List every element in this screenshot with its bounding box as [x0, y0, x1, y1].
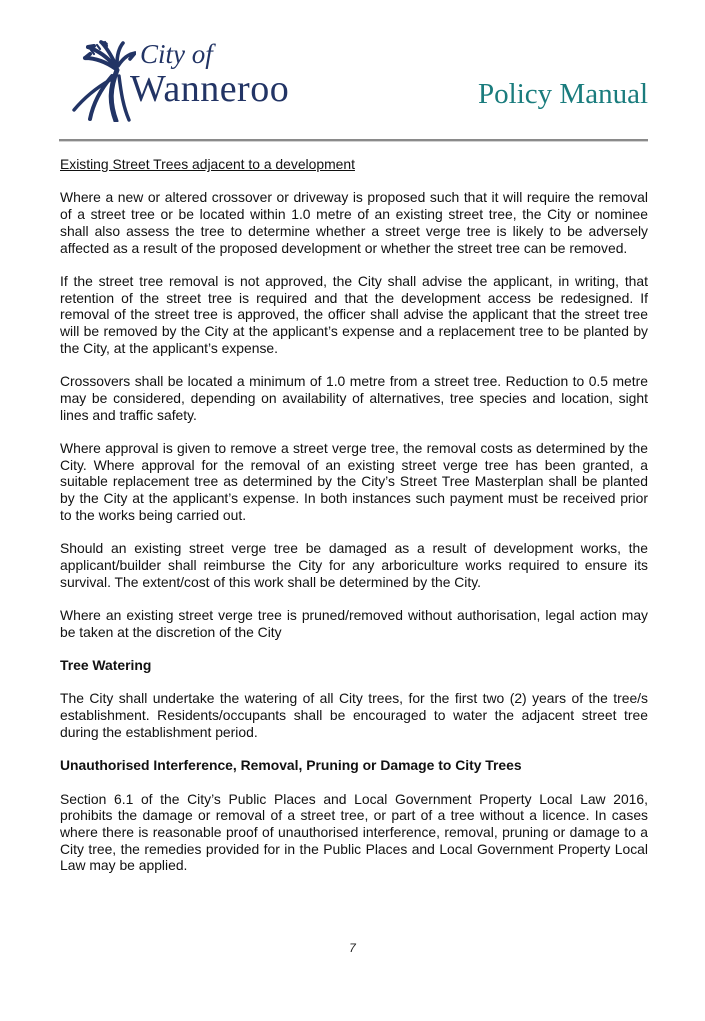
page-number: 7	[349, 941, 356, 955]
section-heading-existing-street-trees: Existing Street Trees adjacent to a development	[60, 156, 355, 172]
paragraph: Section 6.1 of the City’s Public Places and Local Government Property Local Law 2016, prohibits the damage or removal of a street tree, or part of a tree without a licence. In cases where there is reasonable proof of unauthorised interference, removal, pruning or damage to a City tree, the remedies provided for in the Public Places and Local Government Property Local Law may be applied.	[60, 790, 648, 874]
city-of-wanneroo-logo	[60, 40, 320, 122]
paragraph: Should an existing street verge tree be damaged as a result of development works, the applicant/builder shall reimburse the City for any arboriculture works required to ensure its survival. The extent/cost of this work shall be determined by the City.	[60, 540, 648, 590]
logo-text-city-of: City of	[140, 39, 213, 69]
paragraph: If the street tree removal is not approved, the City shall advise the applicant, in writing, that retention of the street tree is required and that the development access be redesigned. If removal of the street tree is approved, the officer shall advise the applicant that the street tree will be removed by the City at the applicant’s expense and a replacement tree to be planted by the City, at the applicant’s expense.	[60, 272, 648, 356]
paragraph: Where approval is given to remove a street verge tree, the removal costs as determined by the City. Where approval for the removal of an existing street verge tree has been granted, a suitable replacement tree as determined by the City’s Street Tree Masterplan shall be planted by the City at the applicant’s expense. In both instances such payment must be received prior to the works being carried out.	[60, 439, 648, 523]
document-title: Policy Manual	[478, 78, 648, 110]
paragraph: Crossovers shall be located a minimum of 1.0 metre from a street tree. Reduction to 0.5 metre may be considered, depending on availability of alternatives, tree species and location, sight lines and traffic safety.	[60, 373, 648, 423]
paragraph: Where an existing street verge tree is pruned/removed without authorisation, legal action may be taken at the discretion of the City	[60, 606, 648, 640]
paragraph: The City shall undertake the watering of all City trees, for the first two (2) years of the tree/s establishment. Residents/occupants shall be encouraged to water the adjacent street tree during the establishment period.	[60, 690, 648, 740]
paragraph: Where a new or altered crossover or driveway is proposed such that it will require the removal of a street tree or be located within 1.0 metre of an existing street tree, the City or nominee shall also assess the tree to determine whether a street verge tree is likely to be adversely affected as a result of the proposed development or whether the street tree can be removed.	[60, 189, 648, 256]
page-header	[60, 40, 648, 122]
section-heading-unauthorised-interference: Unauthorised Interference, Removal, Pruning or Damage to City Trees	[60, 757, 522, 774]
section-heading-tree-watering: Tree Watering	[60, 656, 152, 673]
logo-text-wanneroo: Wanneroo	[130, 68, 290, 110]
document-body	[60, 156, 648, 891]
header-divider	[59, 139, 648, 142]
kangaroo-paw-flower-icon	[60, 40, 136, 122]
